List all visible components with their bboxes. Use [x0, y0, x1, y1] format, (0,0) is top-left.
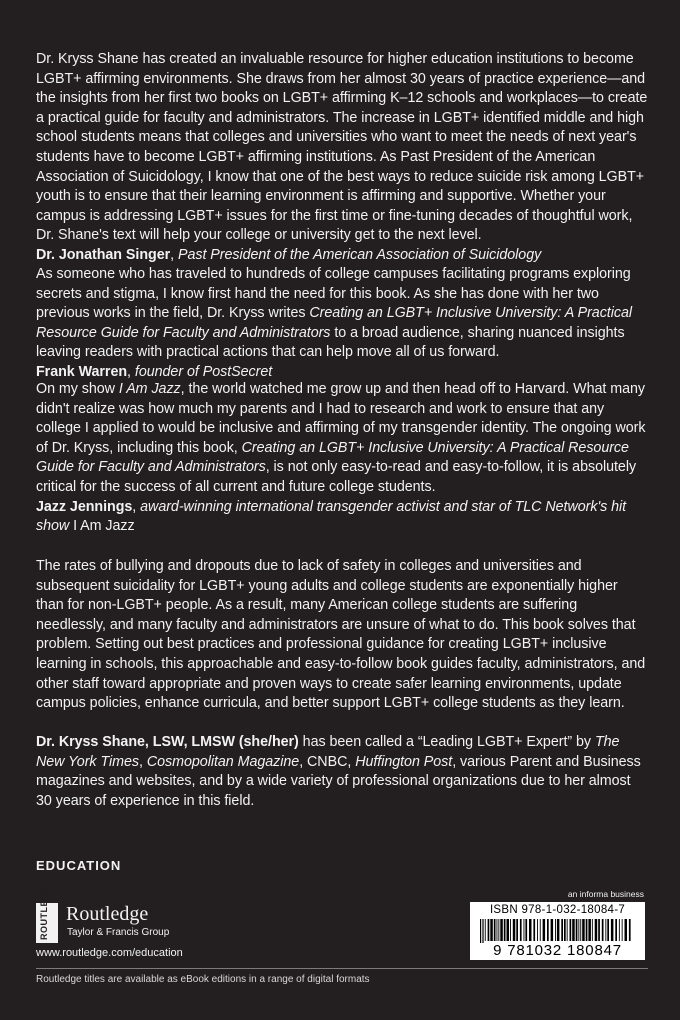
endorsement-warren	[36, 265, 648, 383]
text-run: I Am Jazz	[69, 518, 135, 535]
barcode-bar	[586, 919, 588, 941]
text-run: , the world watched me grow up and then head off to Harvard. What many didn't realize was how much my parents and I had to research and work to ensure that any college I applied to would be inclusive and affirming of my transgender identity. The ongoing work of Dr. Kryss, including this book,	[36, 381, 646, 456]
barcode-bar	[605, 919, 606, 941]
barcode-bar	[602, 919, 604, 941]
bold-run: Dr. Kryss Shane, LSW, LMSW (she/her)	[36, 734, 299, 750]
barcode-bar	[490, 919, 493, 941]
barcode-bar	[580, 919, 581, 941]
book-description	[36, 557, 648, 714]
bold-run: Frank Warren	[36, 363, 128, 380]
endorsement-attribution	[36, 246, 648, 266]
barcode-bar	[520, 919, 522, 941]
barcode-bar	[485, 919, 486, 941]
italic-run: I Am Jazz	[118, 381, 181, 397]
publisher-website: www.routledge.com/education	[36, 947, 183, 959]
barcode-bar	[533, 919, 535, 941]
author-bio-text	[36, 733, 648, 811]
barcode-bar	[570, 919, 572, 941]
italic-run: award-winning international transgender activist and star of TLC Network's hit show	[36, 498, 627, 535]
barcode-bar	[482, 919, 483, 943]
endorsement-singer	[36, 50, 648, 266]
barcode-bar	[595, 919, 598, 941]
isbn-barcode	[470, 902, 645, 960]
text-run: to a broad audience, sharing nuanced insights leaving readers with practical actions that can help move all of us forward.	[36, 324, 625, 361]
description-text: The rates of bullying and dropouts due to lack of safety in colleges and universities and subsequent suicidality for LGBT+ young adults and college students are exponentially higher than for non-LGBT+ people. As a result, many American college students are suffering needlessly, and many faculty and administrators are unsure of what to do. This book solves that problem. Setting out best practices and professional guidance for creating LGBT+ inclusive learning in schools, this approachable and easy-to-follow book guides faculty, administrators, and other staff toward appropriate and proven ways to create safer learning environments, update campus policies, enhance curricula, and better support LGBT+ college students as they learn.	[36, 558, 646, 712]
routledge-logo-mark	[36, 878, 58, 943]
text-run: Dr. Kryss Shane has created an invaluable resource for higher education institutions to become LGBT+ affirming environments. She draws from her almost 30 years of practice experience—and the insights from her first two books on LGBT+ affirming K–12 schools and workplaces—to create a practical guide for faculty and administrators. The increase in LGBT+ identified middle and high school students means that colleges and universities who want to meet the needs of next year's students have to become LGBT+ affirming institutions. As Past President of the American Association of Suicidology, I know that one of the best ways to reduce suicide risk among LGBT+ youth is to ensure that their learning environment is affirming and supportive. Whether your campus is addressing LGBT+ issues for the first time or fine-tuning decades of thoughtful work, Dr. Shane's text will help your college or university get to the next level.	[36, 51, 648, 244]
text-run: , is not only easy-to-read and easy-to-follow, it is absolutely critical for the success of all current and future college students.	[36, 459, 637, 495]
barcode-bar	[480, 919, 481, 943]
barcode-bar	[494, 919, 496, 941]
text-run: On my show	[36, 381, 119, 397]
barcode-bar	[561, 919, 563, 941]
bold-run: Jazz Jennings	[36, 498, 133, 515]
barcode-bar	[537, 919, 538, 941]
italic-run: Creating an LGBT+ Inclusive University: A Practical Resource Guide for Faculty and Administrators	[36, 305, 632, 341]
barcode-bar	[540, 919, 541, 941]
barcode-bar	[551, 919, 554, 941]
barcode-bars	[478, 919, 637, 943]
endorsement-text	[36, 50, 648, 246]
barcode-bar	[564, 919, 566, 941]
barcode-bar	[607, 919, 609, 941]
barcode-bar	[578, 919, 579, 941]
endorsement-text	[36, 265, 648, 363]
italic-run: Past President of the American Association of Suicidology	[177, 246, 542, 263]
logo-vertical-text: ROUTLEDGE	[39, 878, 49, 940]
text-run: , various Parent and Business magazines and websites, and by a wide variety of professional organizations due to her almost 30 years of experience in this field.	[36, 753, 641, 809]
barcode-bar	[525, 919, 527, 941]
barcode-bar	[615, 919, 617, 941]
endorsement-text	[36, 380, 648, 498]
barcode-bar	[582, 919, 585, 941]
barcode-bar	[598, 919, 600, 941]
barcode-bar	[555, 919, 556, 941]
barcode-bar	[557, 919, 560, 941]
barcode-bar	[500, 919, 503, 941]
barcode-bar	[529, 919, 532, 941]
barcode-bar	[622, 919, 623, 941]
barcode-bar	[497, 919, 498, 941]
publisher-group: Taylor & Francis Group	[67, 927, 170, 938]
text-run: ,	[127, 363, 135, 380]
barcode-bar	[611, 919, 614, 941]
barcode-bar	[504, 919, 506, 941]
italic-run: Creating an LGBT+ Inclusive University: A Practical Resource Guide for Faculty and Administrators	[36, 439, 629, 476]
barcode-bar	[507, 919, 510, 941]
barcode-bar	[488, 919, 490, 941]
text-run: As someone who has traveled to hundreds of college campuses facilitating programs exploring secrets and stigma, I know first hand the need for this book. As she has done with her two previous works in the field, Dr. Kryss writes	[36, 266, 631, 322]
text-run: ,	[132, 498, 141, 515]
barcode-bar	[524, 919, 525, 941]
isbn-text: ISBN 978-1-032-18084-7	[489, 904, 626, 916]
italic-run: Huffington Post	[355, 753, 453, 770]
barcode-bar	[576, 919, 578, 941]
text-run: ,	[139, 753, 147, 770]
informa-tagline: an informa business	[567, 889, 644, 899]
endorsement-attribution	[36, 498, 648, 537]
footer-divider	[36, 968, 648, 969]
barcode-bar	[547, 919, 549, 941]
endorsement-jennings	[36, 380, 648, 537]
publisher-name: Routledge	[66, 903, 149, 925]
barcode-bar	[625, 919, 628, 941]
barcode-bar	[592, 919, 593, 941]
barcode-bar	[516, 919, 518, 941]
italic-run: The New York Times	[36, 734, 620, 770]
bold-run: Dr. Jonathan Singer	[36, 246, 171, 263]
barcode-bar	[543, 919, 546, 941]
barcode-bar	[619, 919, 620, 941]
text-run: has been called a “Leading LGBT+ Expert” by	[298, 734, 595, 750]
text-run: ,	[170, 246, 178, 263]
publisher-logo	[36, 878, 236, 943]
barcode-bar	[567, 919, 568, 941]
ebook-footer-note: Routledge titles are available as eBook editions in a range of digital formats	[36, 974, 370, 985]
barcode-bar	[513, 919, 516, 941]
barcode-bar	[498, 919, 499, 941]
text-run: , CNBC,	[299, 753, 356, 770]
barcode-bar	[572, 919, 575, 941]
italic-run: founder of PostSecret	[134, 363, 273, 380]
barcode-bar	[588, 919, 591, 941]
author-bio	[36, 733, 648, 811]
category-label: EDUCATION	[36, 858, 122, 873]
barcode-bar	[629, 919, 631, 941]
barcode-digits: 9 781032 180847	[493, 942, 622, 959]
italic-run: Cosmopolitan Magazine	[146, 753, 300, 770]
barcode-bar	[510, 919, 511, 941]
